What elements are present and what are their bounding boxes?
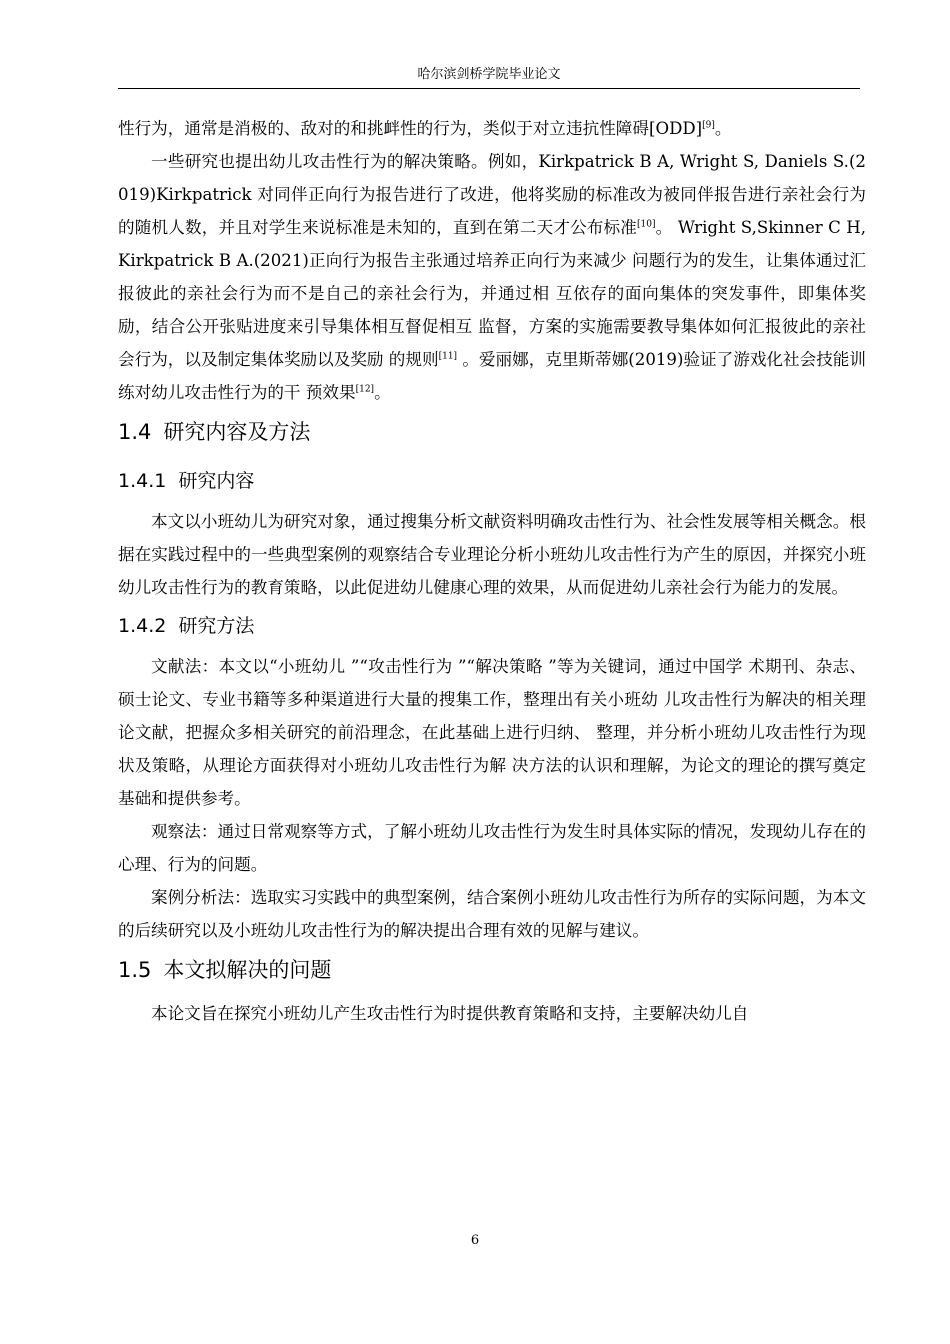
section-title: 本文拟解决的问题: [163, 958, 332, 982]
section-number: 1.4: [118, 420, 152, 444]
page-number: 6: [470, 1233, 480, 1248]
header-title: 哈尔滨剑桥学院毕业论文: [417, 67, 561, 82]
paragraph-problem-statement: 本论文旨在探究小班幼儿产生攻击性行为时提供教育策略和支持，主要解决幼儿自: [151, 1004, 749, 1023]
section-number: 1.4.2: [118, 615, 167, 637]
paragraph-continuation: [118, 112, 866, 145]
citation-ref: [12]: [355, 384, 375, 395]
section-heading-1-4: [118, 409, 866, 459]
paragraph-observation-method: 观察法：通过日常观察等方式，了解小班幼儿攻击性行为发生时具体实际的情况，发现幼儿存在的心理、行为的问题。: [118, 822, 866, 874]
section-heading-1-4-2: [118, 604, 866, 650]
paragraph-text: 。 Wright S,Skinner C H,Kirkpatrick B A.(2021)正向行为报告主张通过培养正向行为来减少 问题行为的发生，让集体通过汇报彼此的亲社会行为而不是自己的亲社会行为，并通过相 互依存的面向集体的突发事件，即集体奖励，结合公开张贴进度来引导集体相互督促相互 监督，方案的实施需要教导集体如何汇报彼此的亲社会行为，以及制定集体奖励以及奖励 的规则: [118, 218, 866, 369]
paragraph-case-method: 案例分析法：选取实习实践中的典型案例，结合案例小班幼儿攻击性行为所存的实际问题，为本文的后续研究以及小班幼儿攻击性行为的解决提出合理有效的见解与建议。: [118, 888, 866, 940]
paragraph-text: 一些研究也提出幼儿攻击性行为的解决策略。例如，Kirkpatrick B A, Wright S, Daniels S.(2019)Kirkpatrick 对同伴正向行为报告进行了改进，他将奖励的标准改为被同伴报告进行亲社会行为的随机人数，并且对学生来说标准是未知的，直到在第二天才公布标准: [118, 152, 866, 237]
section-heading-1-4-1: [118, 459, 866, 505]
paragraph-literature-method: 文献法：本文以“小班幼儿 ”“攻击性行为 ”“解决策略 ”等为关键词，通过中国学 术期刊、杂志、硕士论文、专业书籍等多种渠道进行大量的搜集工作，整理出有关小班幼 儿攻击性行为解决的相关理论文献，把握众多相关研究的前沿理念，在此基础上进行归纳、 整理，并分析小班幼儿攻击性行为现状及策略，从理论方面获得对小班幼儿攻击性行为解 决方法的认识和理解，为论文的理论的撰写奠定基础和提供参考。: [118, 657, 866, 808]
page-header: [118, 66, 860, 89]
citation-ref: [11]: [438, 351, 458, 362]
paragraph-text: 。: [714, 119, 732, 138]
paragraph-research-content: 本文以小班幼儿为研究对象，通过搜集分析文献资料明确攻击性行为、社会性发展等相关概念。根据在实践过程中的一些典型案例的观察结合专业理论分析小班幼儿攻击性行为产生的原因，并探究小班幼儿攻击性行为的教育策略，以此促进幼儿健康心理的效果，从而促进幼儿亲社会行为能力的发展。: [118, 512, 866, 597]
section-title: 研究方法: [178, 615, 255, 637]
section-number: 1.5: [118, 958, 152, 982]
section-title: 研究内容及方法: [163, 420, 311, 444]
citation-ref: [9]: [702, 120, 715, 131]
paragraph-text: 。爱丽娜，克里斯蒂娜(2019)验证了游戏化社会技能训练对幼儿攻击性行为的干 预效果: [118, 350, 866, 402]
paragraph-text: 性行为，通常是消极的、敌对的和挑衅性的行为，类似于对立违抗性障碍[ODD]: [118, 119, 703, 138]
page-body: [118, 112, 866, 1030]
section-heading-1-5: [118, 947, 866, 997]
paragraph-text: 。: [374, 383, 391, 402]
paragraph-strategies: [118, 145, 866, 409]
section-title: 研究内容: [178, 470, 255, 492]
section-number: 1.4.1: [118, 470, 167, 492]
citation-ref: [10]: [637, 219, 656, 230]
